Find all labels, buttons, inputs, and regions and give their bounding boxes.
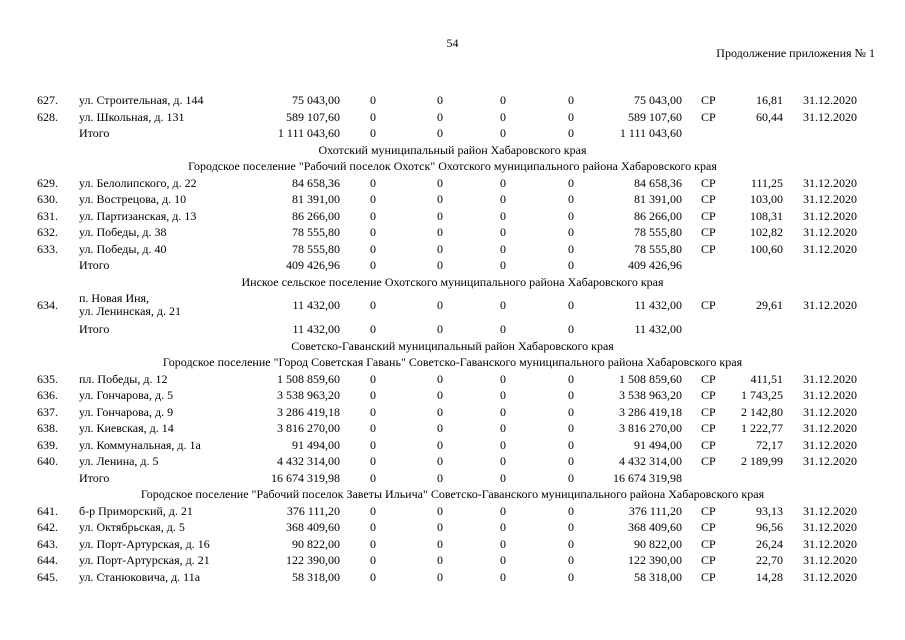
row-number: 632. [37,225,58,239]
total-cell: 11 432,00 [634,322,682,336]
row-number: 643. [37,536,58,551]
rate-cell: 22,70 [756,553,783,567]
amount-cell: 4 432 314,00 [277,454,340,468]
table-row [0,552,905,569]
row-number: 635. [37,371,58,386]
zero-cell-2: 0 [437,388,443,402]
total-cell: 409 426,96 [628,258,682,272]
zero-cell-4: 0 [568,258,574,272]
address-cell: ул. Ленина, д. 5 [79,454,159,468]
subtotal-row [0,125,905,142]
zero-cell-1: 0 [370,421,376,435]
zero-cell-1: 0 [370,371,376,386]
row-number: 637. [37,404,58,419]
zero-cell-3: 0 [500,437,506,452]
table-row [0,437,905,454]
date-cell: 31.12.2020 [803,421,857,435]
address-cell: б-р Приморский, д. 21 [79,503,193,518]
continuation-label: Продолжение приложения № 1 [716,46,875,60]
zero-cell-1: 0 [370,437,376,452]
zero-cell-4: 0 [568,93,574,107]
zero-cell-2: 0 [437,208,443,223]
date-cell: 31.12.2020 [803,553,857,567]
row-number: 639. [37,437,58,452]
amount-cell: 1 111 043,60 [277,126,340,140]
row-number: 645. [37,569,58,584]
zero-cell-3: 0 [500,520,506,534]
address-cell: ул. Школьная, д. 131 [79,109,185,124]
amount-cell: 409 426,96 [286,258,340,272]
section-title: Охотский муниципальный район Хабаровского края [318,142,587,157]
rate-cell: 1 743,25 [741,388,783,402]
zero-cell-4: 0 [568,371,574,386]
address-cell: ул. Киевская, д. 14 [79,421,174,435]
rate-cell: 2 189,99 [741,454,783,468]
address-cell: Итого [79,470,110,485]
unit-cell: СР [701,192,716,206]
row-number: 633. [37,241,58,256]
zero-cell-2: 0 [437,225,443,239]
total-cell: 84 658,36 [634,175,682,190]
total-cell: 589 107,60 [628,109,682,124]
unit-cell: СР [701,388,716,402]
amount-cell: 376 111,20 [286,503,340,518]
amount-cell: 78 555,80 [292,241,340,256]
address-cell: ул. Строительная, д. 144 [79,93,204,107]
table-row [0,191,905,208]
unit-cell: СР [701,298,716,312]
total-cell: 91 494,00 [634,437,682,452]
zero-cell-2: 0 [437,503,443,518]
address-line-1: п. Новая Иня, [79,291,150,305]
table-row [0,371,905,388]
section-header-row [0,486,905,503]
zero-cell-1: 0 [370,225,376,239]
table-row [0,241,905,258]
zero-cell-4: 0 [568,470,574,485]
address-cell: ул. Победы, д. 40 [79,241,167,256]
date-cell: 31.12.2020 [803,241,857,256]
row-number: 636. [37,388,58,402]
total-cell: 1 111 043,60 [619,126,682,140]
unit-cell: СР [701,225,716,239]
address-cell: Итого [79,322,110,336]
unit-cell: СР [701,536,716,551]
section-header-row [0,158,905,175]
total-cell: 122 390,00 [628,553,682,567]
total-cell: 58 318,00 [634,569,682,584]
zero-cell-2: 0 [437,93,443,107]
row-number: 638. [37,421,58,435]
zero-cell-1: 0 [370,520,376,534]
section-title: Городское поселение "Город Советская Гавань" Советско-Гаванского муниципального района Хабаровского края [162,355,743,369]
address-cell: ул. Октябрьская, д. 5 [79,520,185,534]
date-cell: 31.12.2020 [803,192,857,206]
zero-cell-2: 0 [437,404,443,419]
zero-cell-2: 0 [437,470,443,485]
amount-cell: 122 390,00 [286,553,340,567]
zero-cell-3: 0 [500,208,506,223]
zero-cell-4: 0 [568,109,574,124]
unit-cell: СР [701,175,716,190]
rate-cell: 102,82 [750,225,783,239]
table-row [0,404,905,421]
total-cell: 78 555,80 [634,241,682,256]
zero-cell-3: 0 [500,192,506,206]
table-row [0,420,905,437]
zero-cell-3: 0 [500,388,506,402]
subtotal-row [0,257,905,274]
section-title: Инское сельское поселение Охотского муниципального района Хабаровского края [241,274,664,289]
amount-cell: 3 816 270,00 [277,421,340,435]
total-cell: 75 043,00 [634,93,682,107]
total-cell: 78 555,80 [634,225,682,239]
address-cell: ул. Белолипского, д. 22 [79,175,197,190]
date-cell: 31.12.2020 [803,404,857,419]
date-cell: 31.12.2020 [803,437,857,452]
address-cell: Итого [79,126,110,140]
table-row [0,387,905,404]
date-cell: 31.12.2020 [803,454,857,468]
date-cell: 31.12.2020 [803,569,857,584]
zero-cell-4: 0 [568,175,574,190]
amount-cell: 58 318,00 [292,569,340,584]
row-number: 629. [37,175,58,190]
zero-cell-2: 0 [437,520,443,534]
zero-cell-4: 0 [568,126,574,140]
row-number: 627. [37,93,58,107]
amount-cell: 1 508 859,60 [277,371,340,386]
total-cell: 81 391,00 [634,192,682,206]
table-row [0,109,905,126]
rate-cell: 411,51 [750,371,783,386]
zero-cell-1: 0 [370,553,376,567]
zero-cell-2: 0 [437,371,443,386]
table-row [0,536,905,553]
rate-cell: 96,56 [756,520,783,534]
zero-cell-2: 0 [437,298,443,312]
register-table [0,92,905,585]
amount-cell: 91 494,00 [292,437,340,452]
address-cell: Итого [79,258,110,272]
total-cell: 1 508 859,60 [619,371,682,386]
zero-cell-4: 0 [568,322,574,336]
total-cell: 3 538 963,20 [619,388,682,402]
unit-cell: СР [701,93,716,107]
table-row [0,503,905,520]
rate-cell: 100,60 [750,241,783,256]
zero-cell-1: 0 [370,388,376,402]
section-title: Городское поселение "Рабочий поселок Охотск" Охотского муниципального района Хабаровского края [188,159,717,173]
unit-cell: СР [701,109,716,124]
zero-cell-3: 0 [500,175,506,190]
total-cell: 90 822,00 [634,536,682,551]
zero-cell-3: 0 [500,454,506,468]
amount-cell: 368 409,60 [286,520,340,534]
row-number: 634. [37,298,58,312]
address-cell: пл. Победы, д. 12 [79,371,168,386]
date-cell: 31.12.2020 [803,503,857,518]
page-number: 54 [446,36,459,50]
section-title: Советско-Гаванский муниципальный район Хабаровского края [291,338,614,353]
amount-cell: 86 266,00 [292,208,340,223]
table-row [0,175,905,192]
zero-cell-1: 0 [370,454,376,468]
date-cell: 31.12.2020 [803,175,857,190]
rate-cell: 16,81 [756,93,783,107]
zero-cell-3: 0 [500,569,506,584]
zero-cell-4: 0 [568,404,574,419]
rate-cell: 26,24 [756,536,783,551]
unit-cell: СР [701,208,716,223]
zero-cell-3: 0 [500,536,506,551]
zero-cell-4: 0 [568,388,574,402]
address-line-2: ул. Ленинская, д. 21 [79,304,182,318]
unit-cell: СР [701,454,716,468]
address-cell: ул. Порт-Артурская, д. 21 [79,553,210,567]
zero-cell-4: 0 [568,208,574,223]
zero-cell-3: 0 [500,298,506,312]
amount-cell: 3 286 419,18 [277,404,340,419]
section-header-row [0,274,905,291]
address-cell: ул. Гончарова, д. 9 [79,404,174,419]
section-header-row [0,338,905,355]
amount-cell: 3 538 963,20 [277,388,340,402]
address-cell: ул. Партизанская, д. 13 [79,208,197,223]
rate-cell: 93,13 [756,503,783,518]
zero-cell-1: 0 [370,404,376,419]
row-number: 628. [37,109,58,124]
zero-cell-3: 0 [500,93,506,107]
amount-cell: 589 107,60 [286,109,340,124]
zero-cell-1: 0 [370,569,376,584]
zero-cell-1: 0 [370,470,376,485]
section-header-row [0,142,905,159]
address-cell: ул. Порт-Артурская, д. 16 [79,536,210,551]
zero-cell-1: 0 [370,258,376,272]
rate-cell: 111,25 [750,175,783,190]
amount-cell: 16 674 319,98 [271,470,340,485]
zero-cell-2: 0 [437,569,443,584]
amount-cell: 84 658,36 [292,175,340,190]
date-cell: 31.12.2020 [803,520,857,534]
amount-cell: 75 043,00 [292,93,340,107]
zero-cell-3: 0 [500,371,506,386]
date-cell: 31.12.2020 [803,536,857,551]
zero-cell-4: 0 [568,569,574,584]
address-cell: ул. Вострецова, д. 10 [79,192,187,206]
zero-cell-3: 0 [500,109,506,124]
table-row [0,92,905,109]
address-cell: ул. Станюковича, д. 11а [79,569,201,584]
unit-cell: СР [701,569,716,584]
zero-cell-1: 0 [370,322,376,336]
unit-cell: СР [701,421,716,435]
rate-cell: 103,00 [750,192,783,206]
zero-cell-3: 0 [500,241,506,256]
total-cell: 376 111,20 [628,503,682,518]
total-cell: 3 286 419,18 [619,404,682,419]
total-cell: 4 432 314,00 [619,454,682,468]
zero-cell-4: 0 [568,421,574,435]
amount-cell: 78 555,80 [292,225,340,239]
total-cell: 11 432,00 [634,298,682,312]
zero-cell-2: 0 [437,258,443,272]
table-row [0,290,905,321]
date-cell: 31.12.2020 [803,208,857,223]
zero-cell-3: 0 [500,404,506,419]
amount-cell: 11 432,00 [292,298,340,312]
zero-cell-3: 0 [500,225,506,239]
zero-cell-1: 0 [370,93,376,107]
zero-cell-4: 0 [568,298,574,312]
zero-cell-4: 0 [568,536,574,551]
unit-cell: СР [701,437,716,452]
zero-cell-4: 0 [568,225,574,239]
zero-cell-2: 0 [437,421,443,435]
row-number: 644. [37,553,58,567]
zero-cell-1: 0 [370,109,376,124]
zero-cell-3: 0 [500,322,506,336]
zero-cell-1: 0 [370,175,376,190]
zero-cell-2: 0 [437,175,443,190]
date-cell: 31.12.2020 [803,388,857,402]
zero-cell-1: 0 [370,503,376,518]
unit-cell: СР [701,520,716,534]
zero-cell-2: 0 [437,454,443,468]
zero-cell-2: 0 [437,437,443,452]
row-number: 630. [37,192,58,206]
rate-cell: 1 222,77 [741,421,783,435]
row-number: 640. [37,454,58,468]
unit-cell: СР [701,404,716,419]
date-cell: 31.12.2020 [803,371,857,386]
date-cell: 31.12.2020 [803,93,857,107]
section-title: Городское поселение "Рабочий поселок Заветы Ильича" Советско-Гаванского муниципального района Хабаровского края [140,487,765,501]
total-cell: 16 674 319,98 [613,470,682,485]
zero-cell-1: 0 [370,192,376,206]
amount-cell: 11 432,00 [292,322,340,336]
zero-cell-2: 0 [437,553,443,567]
rate-cell: 108,31 [750,208,783,223]
zero-cell-4: 0 [568,192,574,206]
table-row [0,519,905,536]
zero-cell-1: 0 [370,241,376,256]
rate-cell: 60,44 [756,109,783,124]
table-row [0,224,905,241]
zero-cell-1: 0 [370,208,376,223]
zero-cell-4: 0 [568,553,574,567]
zero-cell-4: 0 [568,520,574,534]
zero-cell-2: 0 [437,109,443,124]
unit-cell: СР [701,553,716,567]
row-number: 642. [37,520,58,534]
rate-cell: 29,61 [756,298,783,312]
zero-cell-3: 0 [500,503,506,518]
zero-cell-2: 0 [437,322,443,336]
zero-cell-3: 0 [500,421,506,435]
amount-cell: 81 391,00 [292,192,340,206]
zero-cell-4: 0 [568,503,574,518]
address-cell: ул. Коммунальная, д. 1а [79,437,201,452]
address-cell: ул. Победы, д. 38 [79,225,167,239]
total-cell: 3 816 270,00 [619,421,682,435]
zero-cell-4: 0 [568,454,574,468]
row-number: 631. [37,208,58,223]
unit-cell: СР [701,371,716,386]
zero-cell-2: 0 [437,241,443,256]
zero-cell-1: 0 [370,536,376,551]
total-cell: 86 266,00 [634,208,682,223]
zero-cell-2: 0 [437,536,443,551]
zero-cell-2: 0 [437,192,443,206]
subtotal-row [0,470,905,487]
zero-cell-1: 0 [370,298,376,312]
row-number: 641. [37,503,58,518]
table-row [0,569,905,586]
amount-cell: 90 822,00 [292,536,340,551]
rate-cell: 14,28 [756,569,783,584]
date-cell: 31.12.2020 [803,298,857,312]
zero-cell-2: 0 [437,126,443,140]
zero-cell-3: 0 [500,258,506,272]
date-cell: 31.12.2020 [803,225,857,239]
zero-cell-3: 0 [500,470,506,485]
section-header-row [0,354,905,371]
zero-cell-4: 0 [568,437,574,452]
unit-cell: СР [701,503,716,518]
address-cell: ул. Гончарова, д. 5 [79,388,174,402]
subtotal-row [0,321,905,338]
date-cell: 31.12.2020 [803,109,857,124]
table-row [0,208,905,225]
total-cell: 368 409,60 [628,520,682,534]
zero-cell-4: 0 [568,241,574,256]
rate-cell: 2 142,80 [741,404,783,419]
zero-cell-3: 0 [500,126,506,140]
zero-cell-3: 0 [500,553,506,567]
unit-cell: СР [701,241,716,256]
table-row [0,453,905,470]
rate-cell: 72,17 [756,437,783,452]
zero-cell-1: 0 [370,126,376,140]
